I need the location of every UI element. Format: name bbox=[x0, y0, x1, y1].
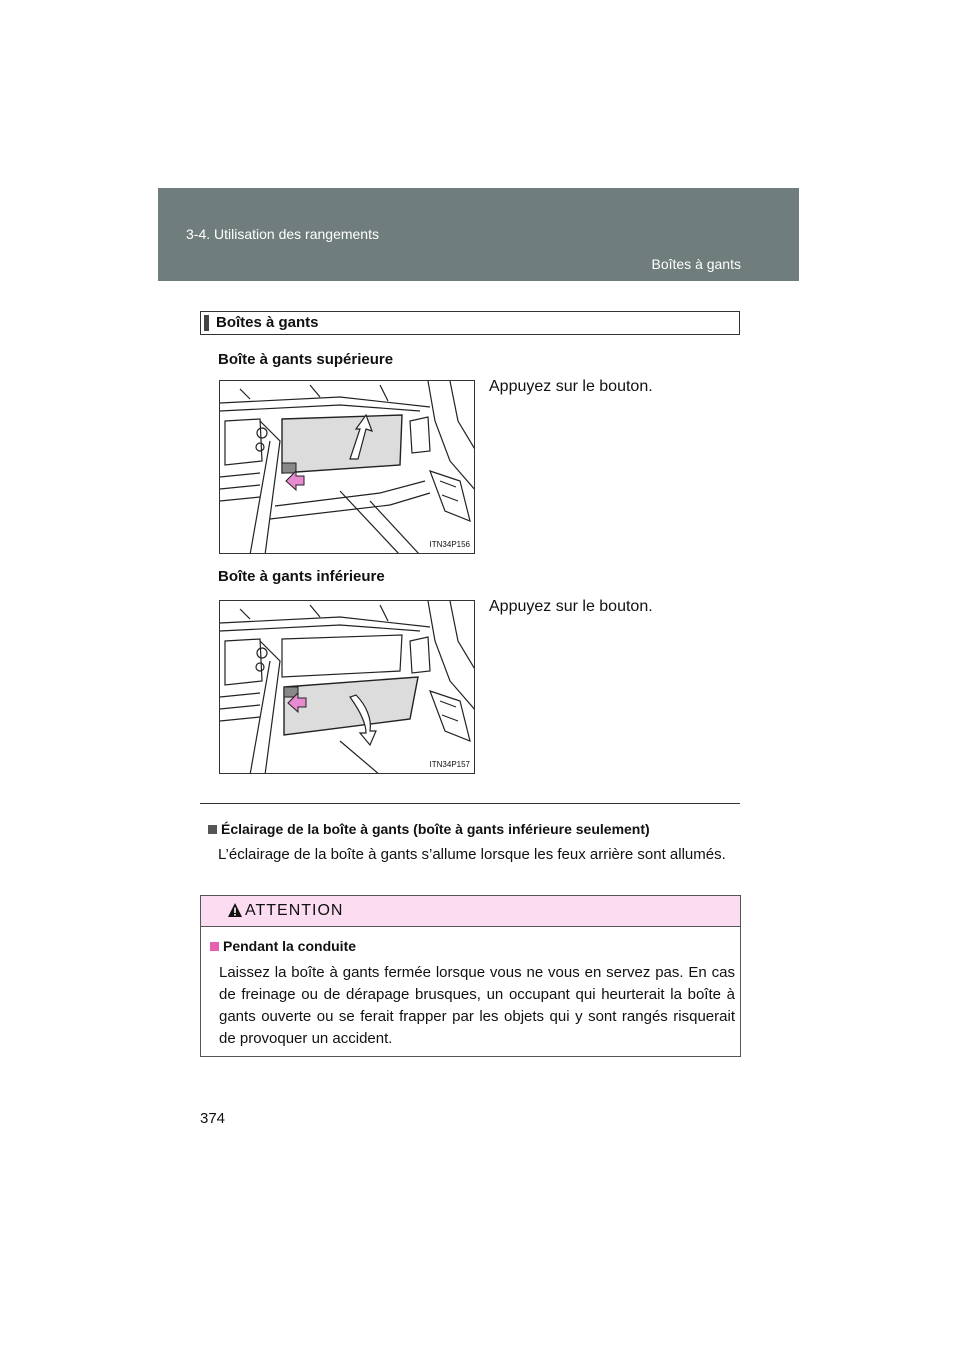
subheading-upper: Boîte à gants supérieure bbox=[218, 351, 394, 368]
header-title: Boîtes à gants bbox=[651, 256, 741, 272]
note-body: L’éclairage de la boîte à gants s’allume lorsque les feux arrière sont allumés. bbox=[218, 846, 726, 863]
pink-square-bullet-icon bbox=[210, 942, 219, 951]
figure-upper-glovebox bbox=[219, 380, 475, 554]
subheading-lower: Boîte à gants inférieure bbox=[218, 568, 385, 585]
note-heading bbox=[208, 821, 650, 837]
attention-box bbox=[200, 895, 741, 1057]
page-number: 374 bbox=[200, 1110, 226, 1127]
section-label: 3-4. Utilisation des rangements bbox=[186, 226, 379, 242]
section-heading bbox=[200, 311, 740, 335]
figure-code-upper: ITN34P156 bbox=[429, 540, 470, 549]
attention-heading bbox=[210, 938, 356, 954]
section-heading-text: Boîtes à gants bbox=[216, 314, 319, 331]
attention-title: ATTENTION bbox=[245, 902, 344, 919]
warning-icon bbox=[227, 902, 243, 918]
upper-glovebox-illustration bbox=[220, 381, 475, 554]
attention-body: Laissez la boîte à gants fermée lorsque vous ne vous en servez pas. En cas de freinage ou de dérapage brusques, un occupant qui heurterait la boîte à gants ouverte ou se ferait frapper par les objets qui y sont rangés risquerait de provoquer un accident. bbox=[219, 964, 735, 1047]
figure-code-lower: ITN34P157 bbox=[429, 760, 470, 769]
figure-lower-glovebox bbox=[219, 600, 475, 774]
page-header bbox=[158, 188, 799, 281]
instruction-upper: Appuyez sur le bouton. bbox=[489, 378, 653, 395]
attention-heading-text: Pendant la conduite bbox=[223, 938, 357, 954]
divider bbox=[200, 803, 740, 804]
square-bullet-icon bbox=[208, 825, 217, 834]
attention-header bbox=[201, 896, 740, 927]
lower-glovebox-illustration bbox=[220, 601, 475, 774]
heading-marker bbox=[204, 315, 209, 331]
note-heading-text: Éclairage de la boîte à gants (boîte à gants inférieure seulement) bbox=[221, 821, 650, 837]
instruction-lower: Appuyez sur le bouton. bbox=[489, 598, 653, 615]
